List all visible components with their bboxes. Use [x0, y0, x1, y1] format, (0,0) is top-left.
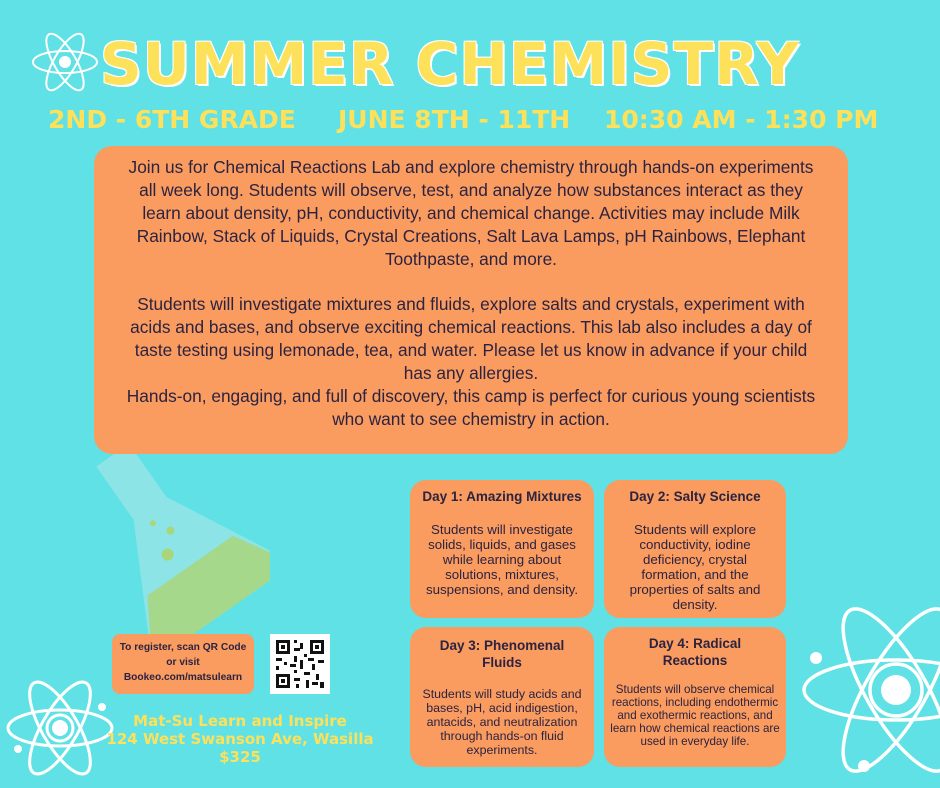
- grade-range: 2ND - 6TH GRADE: [48, 105, 296, 134]
- poster-title: SUMMER CHEMISTRY: [100, 30, 800, 98]
- register-info: To register, scan QR Code or visit Bookeo.com/matsulearn: [112, 634, 254, 694]
- atom-icon: [30, 32, 100, 92]
- atom-icon: [794, 594, 940, 788]
- description-paragraph: Students will investigate mixtures and fluids, explore salts and crystals, experiment with acids and bases, and observe exciting chemical reactions. This lab also includes a day of taste testing using lemonade, tea, and water. Please let us know in advance if your child has any allergies.: [130, 294, 812, 383]
- description-paragraph: Join us for Chemical Reactions Lab and explore chemistry through hands-on experiments all week long. Students will observe, test, and analyze how substances interact as they learn about density, pH, conductivity, and chemical change. Activities may include Milk Rainbow, Stack of Liquids, Crystal Creations, Salt Lava Lamps, pH Rainbows, Elephant Toothpaste, and more.: [128, 157, 814, 269]
- day-card-title: Day 2: Salty Science: [629, 489, 761, 504]
- day-card-body: Students will study acids and bases, pH, acid indigestion, antacids, and neutralization through hands-on fluid experiments.: [422, 687, 582, 757]
- org-name: Mat-Su Learn and Inspire: [133, 712, 347, 730]
- time-range: 10:30 AM - 1:30 PM: [604, 105, 879, 134]
- day-card-4: [604, 627, 786, 767]
- qr-code-icon[interactable]: [270, 634, 330, 694]
- flask-icon: [70, 432, 270, 642]
- day-card-3: [410, 627, 594, 767]
- description-paragraph: Hands-on, engaging, and full of discovery, this camp is perfect for curious young scientists who want to see chemistry in action.: [126, 386, 816, 429]
- day-card-2: [604, 480, 786, 618]
- description-box: [94, 146, 848, 454]
- date-range: JUNE 8TH - 11TH: [338, 105, 571, 134]
- org-address: 124 West Swanson Ave, Wasilla: [106, 730, 374, 748]
- price: $325: [219, 748, 261, 766]
- day-card-body: Students will investigate solids, liquids, and gases while learning about solutions, mixtures, suspensions, and density.: [425, 522, 579, 597]
- day-card-body: Students will observe chemical reactions, including endothermic and exothermic reactions, and learn how chemical reactions are used in everyday life.: [610, 683, 780, 748]
- day-card-title: Day 4: Radical Reactions: [648, 636, 742, 668]
- day-card-title: Day 3: Phenomenal Fluids: [439, 638, 565, 670]
- day-card-1: [410, 480, 594, 618]
- day-card-body: Students will explore conductivity, iodine deficiency, crystal formation, and the properties of salts and density.: [629, 522, 761, 612]
- day-card-title: Day 1: Amazing Mixtures: [422, 489, 582, 504]
